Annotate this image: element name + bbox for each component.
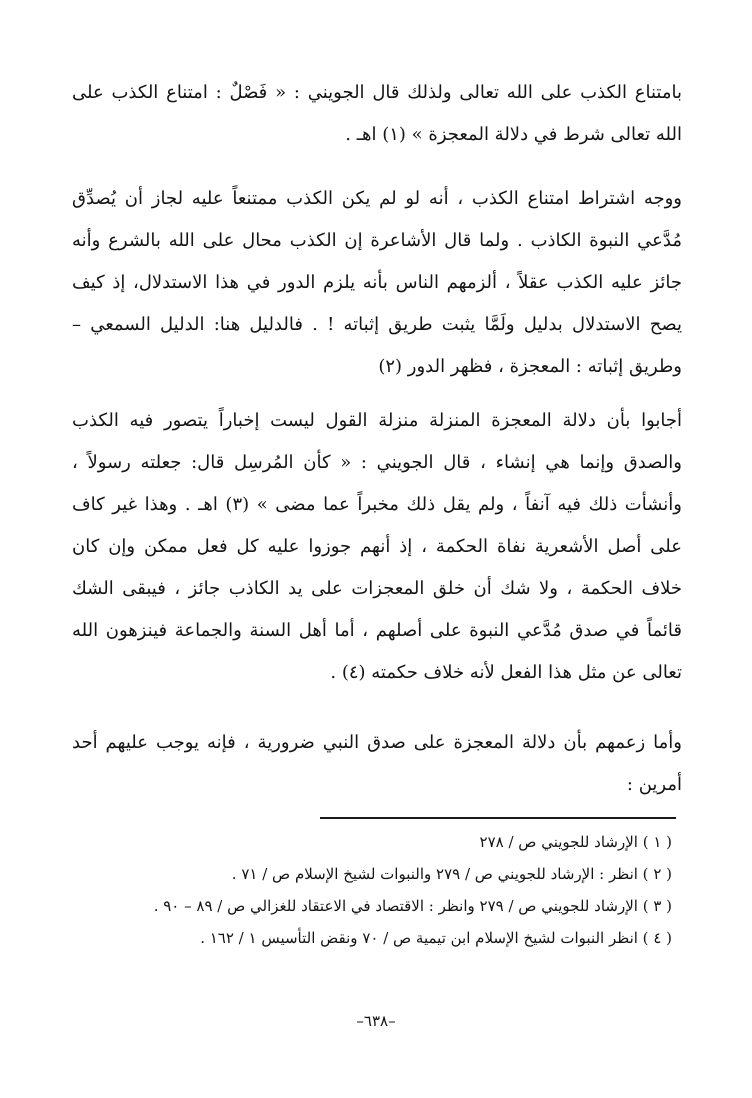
page-number: –٦٣٨– (356, 1012, 396, 1030)
body-paragraph-1: بامتناع الكذب على الله تعالى ولذلك قال الجويني : « فَصْلٌ : امتناع الكذب على الله تعالى شرط في دلالة المعجزة » (١) اهـ . (72, 82, 682, 145)
footnote-1: ( ١ ) الإرشاد للجويني ص / ٢٧٨ (479, 833, 672, 851)
body-paragraph-2: ووجه اشتراط امتناع الكذب ، أنه لو لم يكن الكذب ممتنعاً عليه لجاز أن يُصدِّق مُدَّعي النبوة الكاذب . ولما قال الأشاعرة إن الكذب محال على الله بالشرع وأنه جائز عليه الكذب عقلاً ، ألزمهم الناس بأنه يلزم الدور في هذا الاستدلال، إذ كيف يصح الاستدلال بدليل ولَمَّا يثبت طريق إثباته ! . فالدليل هنا: الدليل السمعي – وطريق إثباته : المعجزة ، فظهر الدور (٢) (72, 188, 682, 377)
body-paragraph-4: وأما زعمهم بأن دلالة المعجزة على صدق النبي ضرورية ، فإنه يوجب عليهم أحد أمرين : (72, 732, 682, 795)
footnote-3: ( ٣ ) الإرشاد للجويني ص / ٢٧٩ وانظر : الاقتصاد في الاعتقاد للغزالي ص / ٨٩ – ٩٠ . (153, 897, 672, 915)
body-paragraph-3: أجابوا بأن دلالة المعجزة المنزلة منزلة القول ليست إخباراً يتصور فيه الكذب والصدق وإنما هي إنشاء ، قال الجويني : « كأن المُرسِل قال: جعلته رسولاً ، وأنشأت ذلك فيه آنفاً ، ولم يقل ذلك مخبراً عما مضى » (٣) اهـ . وهذا غير كاف على أصل الأشعرية نفاة الحكمة ، إذ أنهم جوزوا عليه كل فعل ممكن وإن كان خلاف الحكمة ، ولا شك أن خلق المعجزات على يد الكاذب جائز ، فيبقى الشك قائماً في صدق مُدَّعي النبوة على أصلهم ، أما أهل السنة والجماعة فينزهون الله تعالى عن مثل هذا الفعل لأنه خلاف حكمته (٤) . (72, 410, 682, 683)
footnotes-list (90, 826, 672, 954)
footnote-separator (320, 817, 676, 819)
footnote-2: ( ٢ ) انظر : الإرشاد للجويني ص / ٢٧٩ والنبوات لشيخ الإسلام ص / ٧١ . (231, 865, 672, 883)
footnote-4: ( ٤ ) انظر النبوات لشيخ الإسلام ابن تيمية ص / ٧٠ ونقض التأسيس ١ / ١٦٢ . (200, 929, 672, 947)
